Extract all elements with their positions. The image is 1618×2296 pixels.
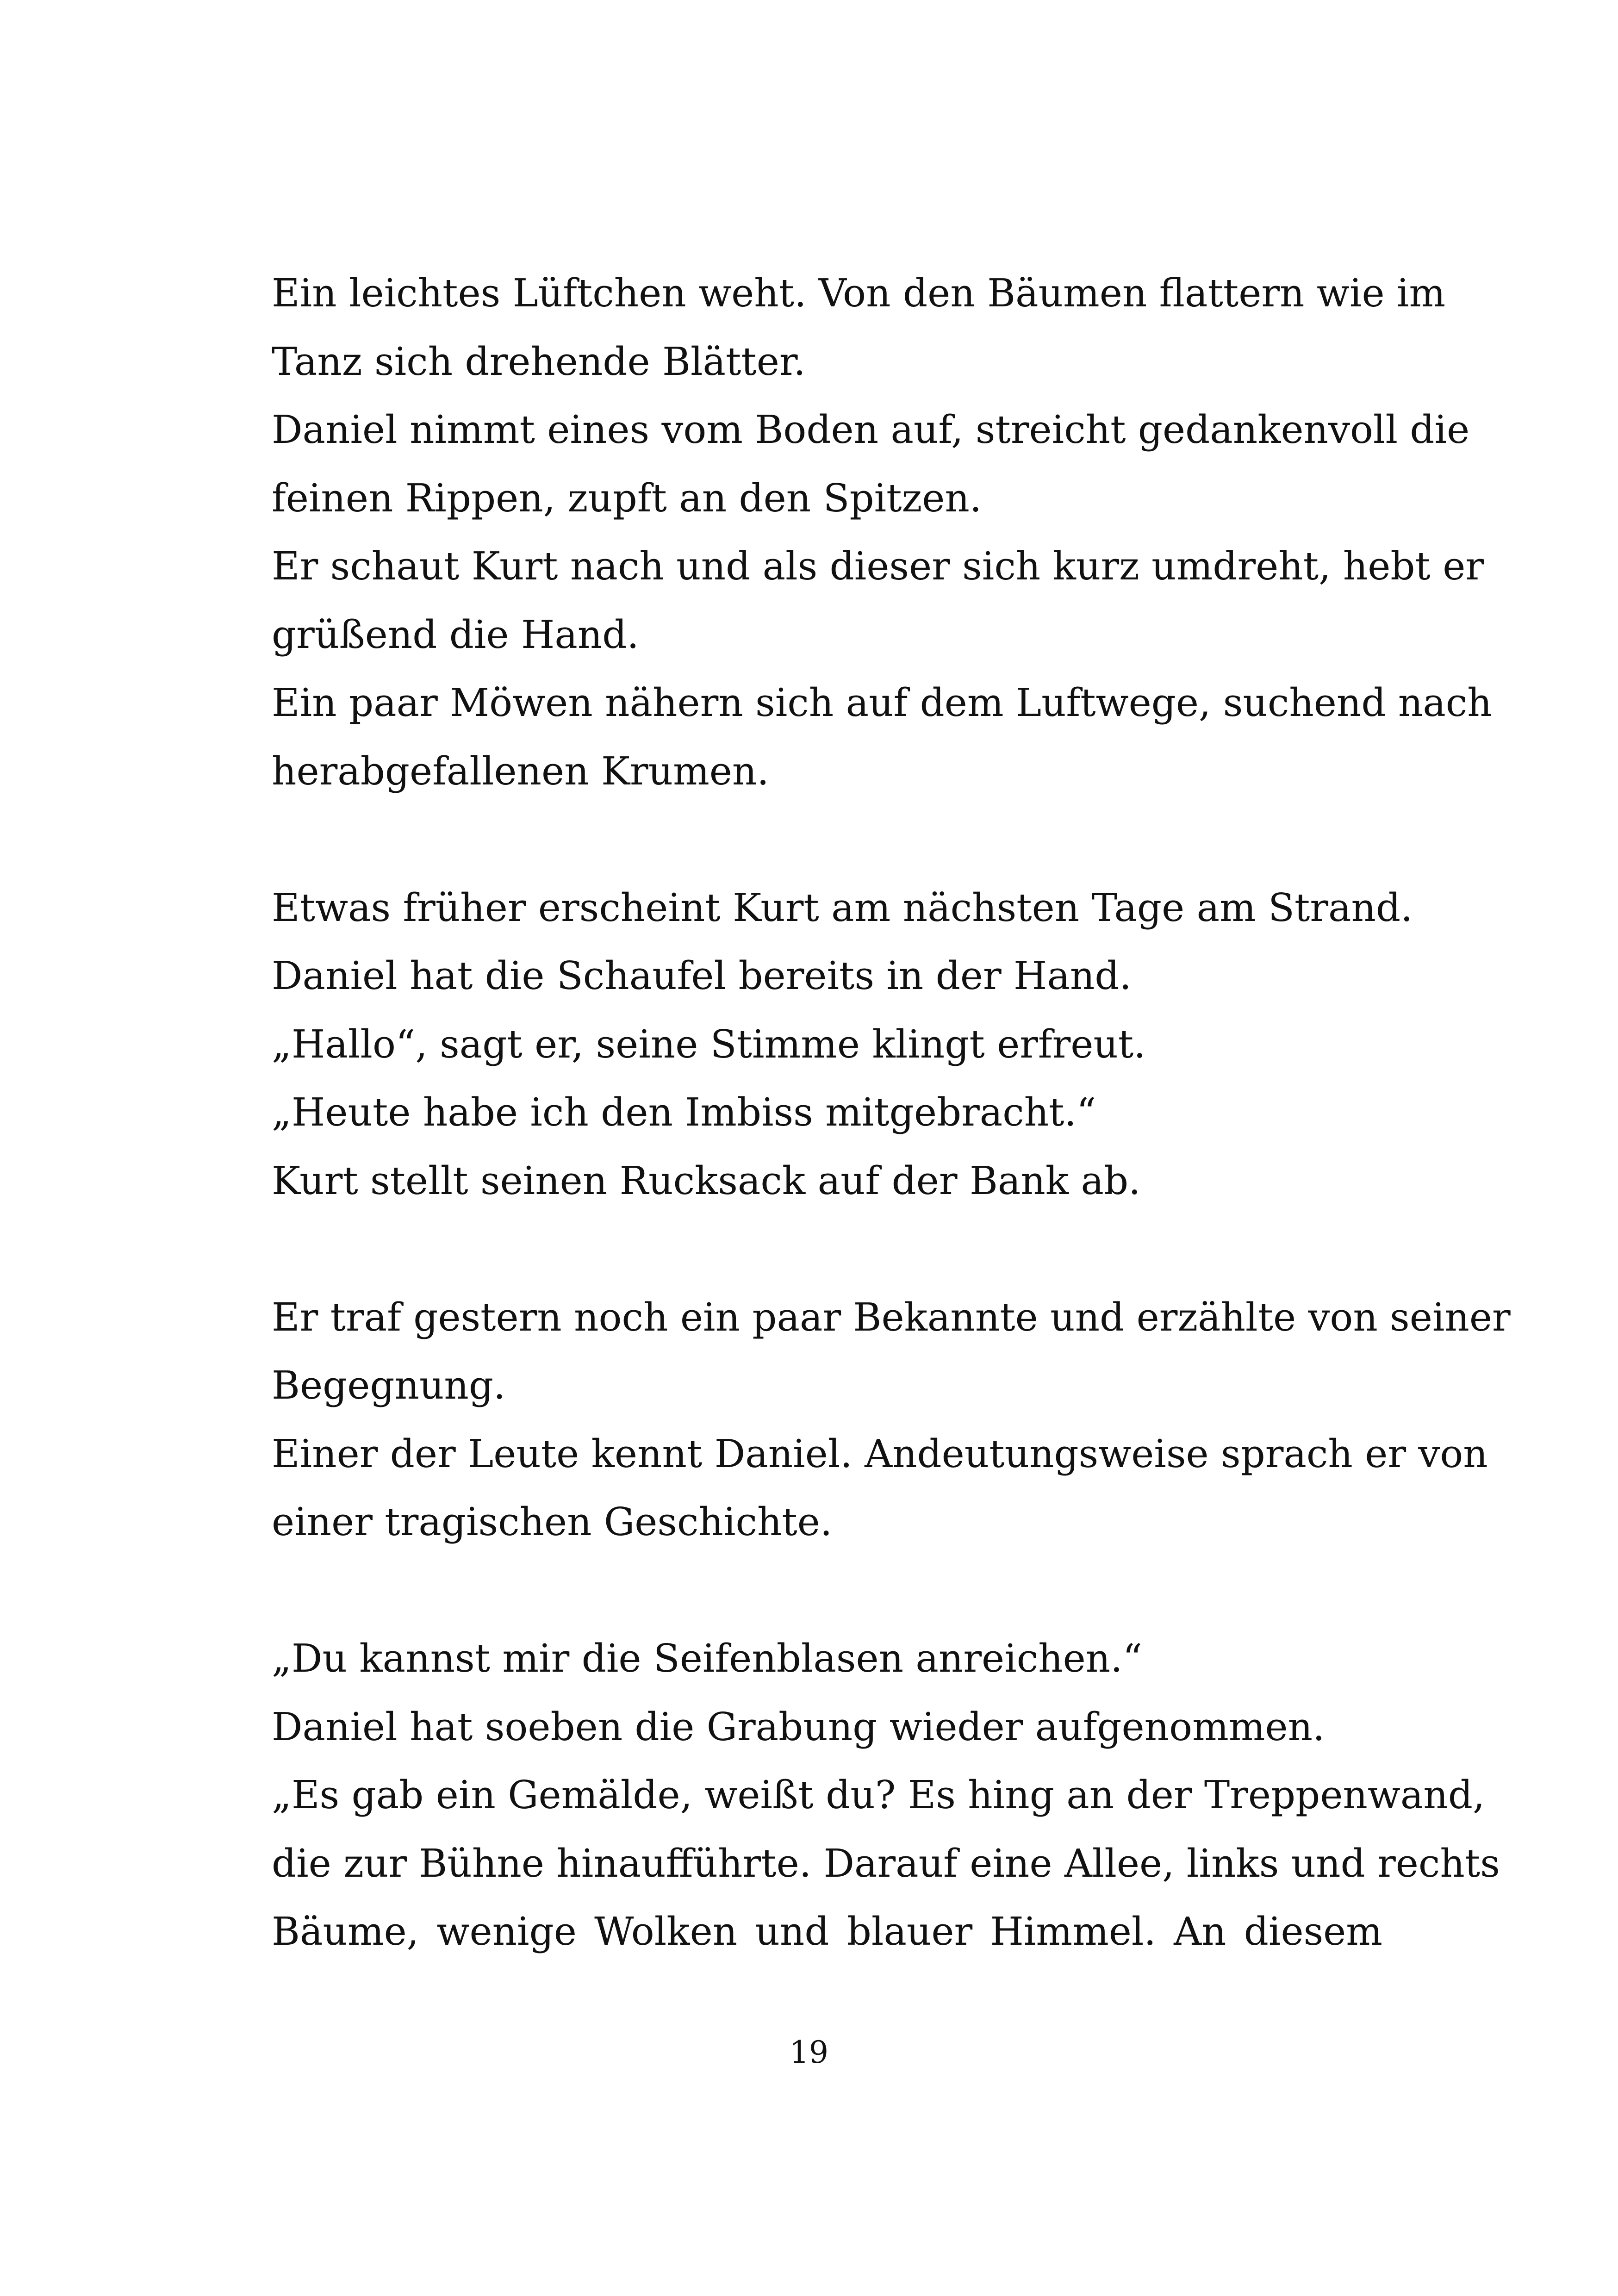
text-line: Daniel nimmt eines vom Boden auf, streicht gedankenvoll die: [272, 407, 1470, 452]
text-line: die zur Bühne hinaufführte. Darauf eine Allee, links und rechts: [272, 1841, 1500, 1886]
text-line: Kurt stellt seinen Rucksack auf der Bank ab.: [272, 1158, 1141, 1203]
text-line: Er schaut Kurt nach und als dieser sich kurz umdreht, hebt er: [272, 544, 1484, 589]
text-line: Einer der Leute kennt Daniel. Andeutungsweise sprach er von: [272, 1431, 1488, 1476]
paragraph: [272, 1010, 1382, 1079]
paragraph: [272, 1624, 1382, 1693]
paragraph: [272, 669, 1492, 805]
text-line: „Hallo“, sagt er, seine Stimme klingt erfreut.: [272, 1021, 1146, 1067]
text-line: einer tragischen Geschichte.: [272, 1500, 833, 1544]
paragraph: [272, 874, 1413, 1010]
text-line: Ein paar Möwen nähern sich auf dem Luftwege, suchend nach: [272, 680, 1492, 725]
paragraph: [272, 1693, 1382, 1761]
body-text: [272, 259, 1511, 1966]
text-line: Etwas früher erscheint Kurt am nächsten Tage am Strand.: [272, 885, 1413, 930]
text-line: feinen Rippen, zupft an den Spitzen.: [272, 475, 982, 521]
paragraph: [272, 259, 1446, 396]
text-line: Tanz sich drehende Blätter.: [272, 339, 806, 384]
text-line: „Es gab ein Gemälde, weißt du? Es hing an der Treppenwand,: [272, 1773, 1485, 1817]
paragraph: [272, 1420, 1488, 1556]
paragraph: [272, 1147, 1382, 1215]
paragraph: [272, 1078, 1382, 1147]
text-line: Begegnung.: [272, 1363, 506, 1408]
paragraph-gap: [272, 805, 1382, 874]
text-line: „Du kannst mir die Seifenblasen anreichen.“: [272, 1636, 1143, 1681]
paragraph: [272, 532, 1484, 669]
paragraph-gap: [272, 1556, 1382, 1625]
text-line: grüßend die Hand.: [272, 612, 639, 657]
paragraph: [272, 396, 1470, 532]
text-line: Bäume, wenige Wolken und blauer Himmel. An diesem: [272, 1909, 1382, 1954]
text-line: Er traf gestern noch ein paar Bekannte und erzählte von seiner: [272, 1294, 1511, 1340]
paragraph-gap: [272, 1215, 1382, 1283]
text-line: Ein leichtes Lüftchen weht. Von den Bäumen flattern wie im: [272, 271, 1446, 316]
text-line: Daniel hat die Schaufel bereits in der Hand.: [272, 953, 1132, 998]
paragraph: [272, 1761, 1500, 1966]
text-line: „Heute habe ich den Imbiss mitgebracht.“: [272, 1090, 1096, 1135]
text-line: Daniel hat soeben die Grabung wieder aufgenommen.: [272, 1704, 1325, 1749]
page-number: 19: [790, 2035, 828, 2070]
text-line: herabgefallenen Krumen.: [272, 748, 769, 794]
paragraph: [272, 1283, 1511, 1420]
